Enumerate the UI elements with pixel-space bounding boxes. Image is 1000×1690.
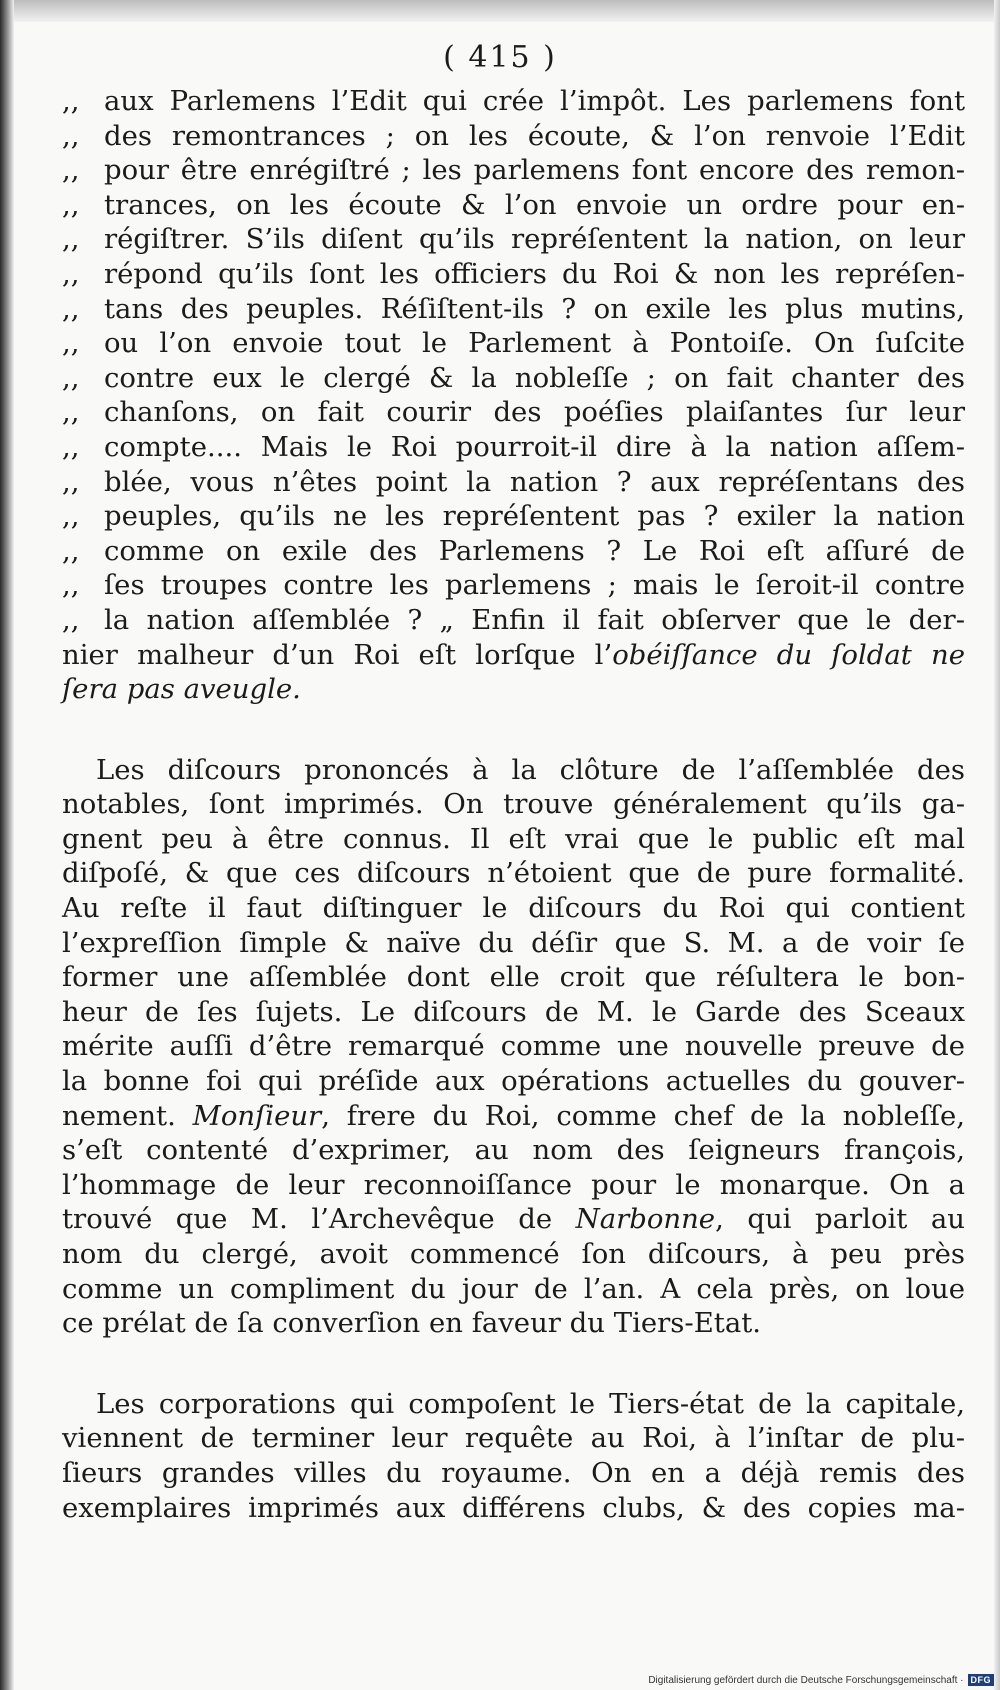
line-text: viennent de terminer leur requête au Roi, à l’inſtar de plu-	[62, 1422, 965, 1455]
text-line	[62, 395, 965, 430]
quote-mark: ,,	[62, 119, 80, 152]
text-line: nier malheur d’un Roi eſt lorſque l’obéiſſance du ſoldat ne	[62, 638, 965, 671]
line-text: compte.... Mais le Roi pourroit-il dire à la nation aſſem-	[104, 430, 965, 463]
quote-mark: ,,	[62, 188, 80, 221]
line-text: aux Parlemens l’Edit qui crée l’impôt. Les parlemens font	[104, 85, 965, 117]
line-text: contre eux le clergé & la nobleſſe ; on fait chanter des	[104, 361, 965, 394]
text-line	[62, 1491, 965, 1526]
text-line	[62, 1168, 965, 1203]
line-text: diſpoſé, & que ces diſcours n’étoient que de pure formalité.	[62, 857, 965, 890]
paragraph-discours	[62, 753, 965, 1099]
line-text: heur de ſes ſujets. Le diſcours de M. le Garde des Sceaux	[62, 995, 965, 1028]
text-line	[62, 787, 965, 822]
text-line	[62, 153, 965, 188]
text-line	[62, 1064, 965, 1099]
text-line	[62, 1237, 965, 1272]
line-text: peuples, qu’ils ne les repréſentent pas ? exiler la nation	[104, 500, 965, 533]
quote-mark: ,,	[62, 223, 80, 256]
quote-mark: ,,	[62, 154, 80, 187]
line-text: l’expreſſion ſimple & naïve du déſir que S. M. a de voir ſe	[62, 926, 965, 959]
text-line: ce prélat de ſa converſion en faveur du Tiers-Etat.	[62, 1307, 762, 1340]
digitization-credit	[648, 1674, 994, 1686]
text-line: nement. Monſieur, frere du Roi, comme chef de la nobleſſe,	[62, 1099, 965, 1132]
text-line	[62, 926, 965, 961]
scan-edge-top	[0, 0, 1000, 22]
text-line	[62, 257, 965, 292]
line-text: blée, vous n’êtes point la nation ? aux repréſentans des	[104, 465, 965, 498]
text-line	[62, 119, 965, 154]
line-text: s’eſt contenté d’exprimer, au nom des ſeigneurs françois,	[62, 1134, 965, 1167]
line-text: l’hommage de leur reconnoiſſance pour le monarque. On a	[62, 1168, 965, 1201]
quote-mark: ,,	[62, 603, 80, 636]
line-text: comme on exile des Parlemens ? Le Roi eſt aſſuré de	[104, 534, 965, 567]
line-text: chanſons, on fait courir des poéſies plaiſantes ſur leur	[104, 396, 965, 429]
line-text: Les corporations qui compoſent le Tiers-état de la capitale,	[96, 1387, 965, 1420]
text-line	[62, 1272, 965, 1307]
text-line	[62, 292, 965, 327]
quote-mark: ,,	[62, 534, 80, 567]
line-text: Les diſcours prononcés à la clôture de l’aſſemblée des	[96, 753, 965, 786]
quote-mark: ,,	[62, 430, 80, 463]
line-text: mérite auſſi d’être remarqué comme une nouvelle preuve de	[62, 1030, 965, 1063]
text-line	[62, 499, 965, 534]
paragraph-quote	[62, 84, 965, 638]
text-line	[62, 1029, 965, 1064]
text-line	[62, 568, 965, 603]
text-line	[62, 326, 965, 361]
quote-mark: ,,	[62, 396, 80, 429]
quote-mark: ,,	[62, 327, 80, 360]
text-line	[62, 856, 965, 891]
paragraph-corporations	[62, 1387, 965, 1525]
line-text: gnent peu à être connus. Il eſt vrai que le public eſt mal	[62, 822, 965, 855]
line-text: la bonne foi qui préſide aux opérations actuelles du gouver-	[62, 1065, 965, 1098]
line-text: ſes troupes contre les parlemens ; mais le ſeroit-il contre	[104, 569, 965, 602]
line-text: Au reſte il faut diſtinguer le diſcours du Roi qui contient	[62, 892, 965, 925]
text-line	[62, 465, 965, 500]
text-line	[62, 430, 965, 465]
dfg-logo: DFG	[968, 1674, 995, 1686]
text-line	[62, 753, 965, 788]
credit-text: Digitalisierung gefördert durch die Deutsche Forschungsgemeinschaft ·	[648, 1674, 964, 1686]
quote-mark: ,,	[62, 85, 80, 117]
text-line	[62, 1456, 965, 1491]
quote-mark: ,,	[62, 292, 80, 325]
text-line	[62, 361, 965, 396]
line-text: trances, on les écoute & l’on envoie un ordre pour en-	[104, 188, 965, 221]
text-line	[62, 1133, 965, 1168]
line-text: régiſtrer. S’ils diſent qu’ils repréſentent la nation, on leur	[104, 223, 965, 256]
line-text: former une aſſemblée dont elle croit que réſultera le bon-	[62, 961, 965, 994]
text-line	[62, 960, 965, 995]
line-text: ſieurs grandes villes du royaume. On en a déjà remis des	[62, 1456, 965, 1489]
line-text: comme un compliment du jour de l’an. A cela près, on loue	[62, 1272, 965, 1305]
text-line	[62, 84, 965, 119]
quote-mark: ,,	[62, 257, 80, 290]
text-line	[62, 822, 965, 857]
text-line	[62, 534, 965, 569]
text-line	[62, 891, 965, 926]
scan-edge-left	[0, 0, 14, 1690]
text-line	[62, 188, 965, 223]
line-text: notables, ſont imprimés. On trouve généralement qu’ils ga-	[62, 788, 965, 821]
line-text: ou l’on envoie tout le Parlement à Pontoiſe. On ſuſcite	[104, 327, 965, 360]
line-text: la nation aſſemblée ? „ Enfin il fait obſerver que le der-	[104, 603, 965, 636]
line-text: nom du clergé, avoit commencé ſon diſcours, à peu près	[62, 1238, 965, 1270]
line-text: exemplaires imprimés aux différens clubs, & des copies ma-	[62, 1491, 965, 1524]
line-text: répond qu’ils ſont les officiers du Roi & non les repréſen-	[104, 257, 965, 290]
text-line	[62, 1421, 965, 1456]
line-text: pour être enrégiſtré ; les parlemens font encore des remon-	[104, 154, 965, 187]
quote-mark: ,,	[62, 500, 80, 533]
line-text: des remontrances ; on les écoute, & l’on renvoie l’Edit	[104, 119, 965, 152]
text-line	[62, 222, 965, 257]
quote-mark: ,,	[62, 569, 80, 602]
page-number: ( 415 )	[443, 40, 557, 75]
text-line	[62, 995, 965, 1030]
line-text: tans des peuples. Réſiſtent-ils ? on exile les plus mutins,	[104, 292, 965, 325]
body-text	[62, 84, 965, 1525]
quote-mark: ,,	[62, 465, 80, 498]
text-line	[62, 1387, 965, 1422]
text-line: trouvé que M. l’Archevêque de Narbonne, qui parloit au	[62, 1203, 965, 1236]
scan-edge-right	[994, 0, 1000, 1690]
text-line	[62, 603, 965, 638]
quote-mark: ,,	[62, 361, 80, 394]
text-line: ſera pas aveugle.	[62, 673, 301, 706]
